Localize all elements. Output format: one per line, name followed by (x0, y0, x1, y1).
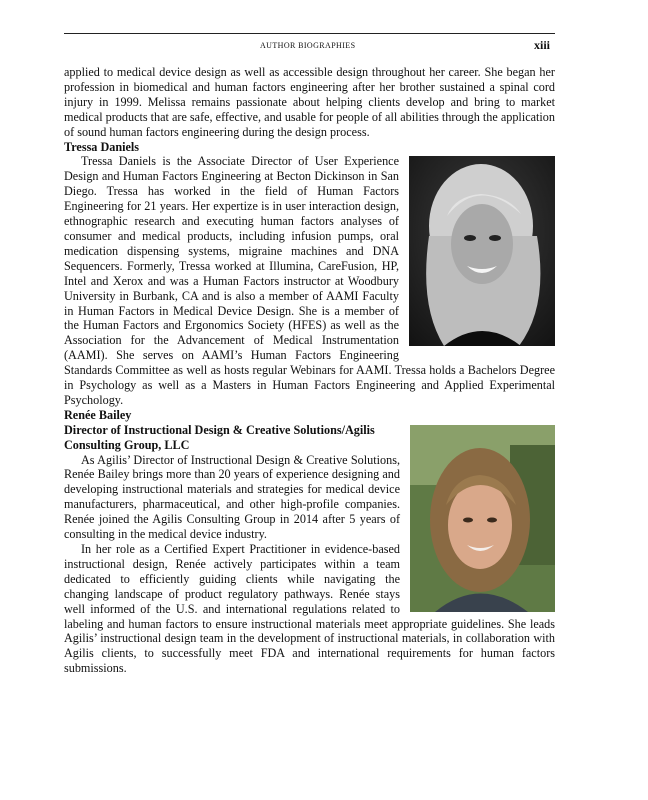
header-rule (64, 33, 555, 34)
page-number: xiii (534, 38, 551, 52)
renee-job-title: Director of Instructional Design & Creative Solutions/Agilis Consulting Group, LLC (64, 422, 375, 452)
renee-name-heading: Renée Bailey (64, 407, 132, 422)
intro-paragraph: applied to medical device design as well as accessible design throughout her career. She began her profession in biomedical and human factors engineering after her brother sustained a spinal cord injury in 1999. Melissa remains passionate about helping clients develop and bring to market medical products that are safe, effective, and usable for people of all abilities through the application of sound human factors engineering during the design process. (64, 65, 555, 139)
renee-bio-paragraph-2: In her role as a Certified Expert Practitioner in evidence-based instructional design, Renée actively participates within a team dedicated to efficiently guiding clients while navigating the changing landscape of product regulatory pathways. Renée stays well informed of the U.S. and international regulations related to labeling and human factors to ensure instructional materials meet appropriate guidelines. She leads Agilis’ instructional design team in the development of instructional materials, in collaboration with Agilis clients, to successfully meet FDA and international requirements for human factors submissions. (64, 542, 555, 676)
running-title: AUTHOR BIOGRAPHIES (260, 41, 356, 50)
tressa-name-heading: Tressa Daniels (64, 139, 140, 154)
tressa-portrait-photo (409, 156, 555, 346)
tressa-bio-paragraph: Tressa Daniels is the Associate Director of User Experience Design and Human Factors Engineering at Becton Dickinson in San Diego. Tressa has worked in the field of Human Factors Engineering for 21 years. Her expertize is in user interaction design, ethnographic research and executing human factors analyses of consumer and medical products, including infusion pumps, oral medication dispensing systems, migraine machines and DNA Sequencers. Formerly, Tressa worked at Illumina, CareFusion, HP, Intel and Xerox and was a Human Factors instructor at Woodbury University in Burbank, CA and is also a member of AAMI Faculty in Human Factors in Medical Device Design. She is a member of the Human Factors and Ergonomics Society (HFES) as well as the Association for the Advancement of Medical Instrumentation (AAMI). She serves on AAMI’s Human Factors Engineering Standards Committee as well as hosts regular Webinars for AAMI. Tressa holds a Bachelors Degree in Psychology as well as a Masters in Human Factors Engineering and Applied Experimental Psychology. (64, 154, 555, 407)
renee-portrait-photo (410, 425, 555, 612)
renee-bio-paragraph-1: As Agilis’ Director of Instructional Design & Creative Solutions, Renée Bailey brings more than 20 years of experience designing and developing instructional materials and strategies for medical device manufacturers, pharmaceutical, and other high-profile companies. Renée joined the Agilis Consulting Group in 2014 after 5 years of consulting in the medical device industry. (64, 452, 400, 542)
page-body (64, 65, 555, 676)
